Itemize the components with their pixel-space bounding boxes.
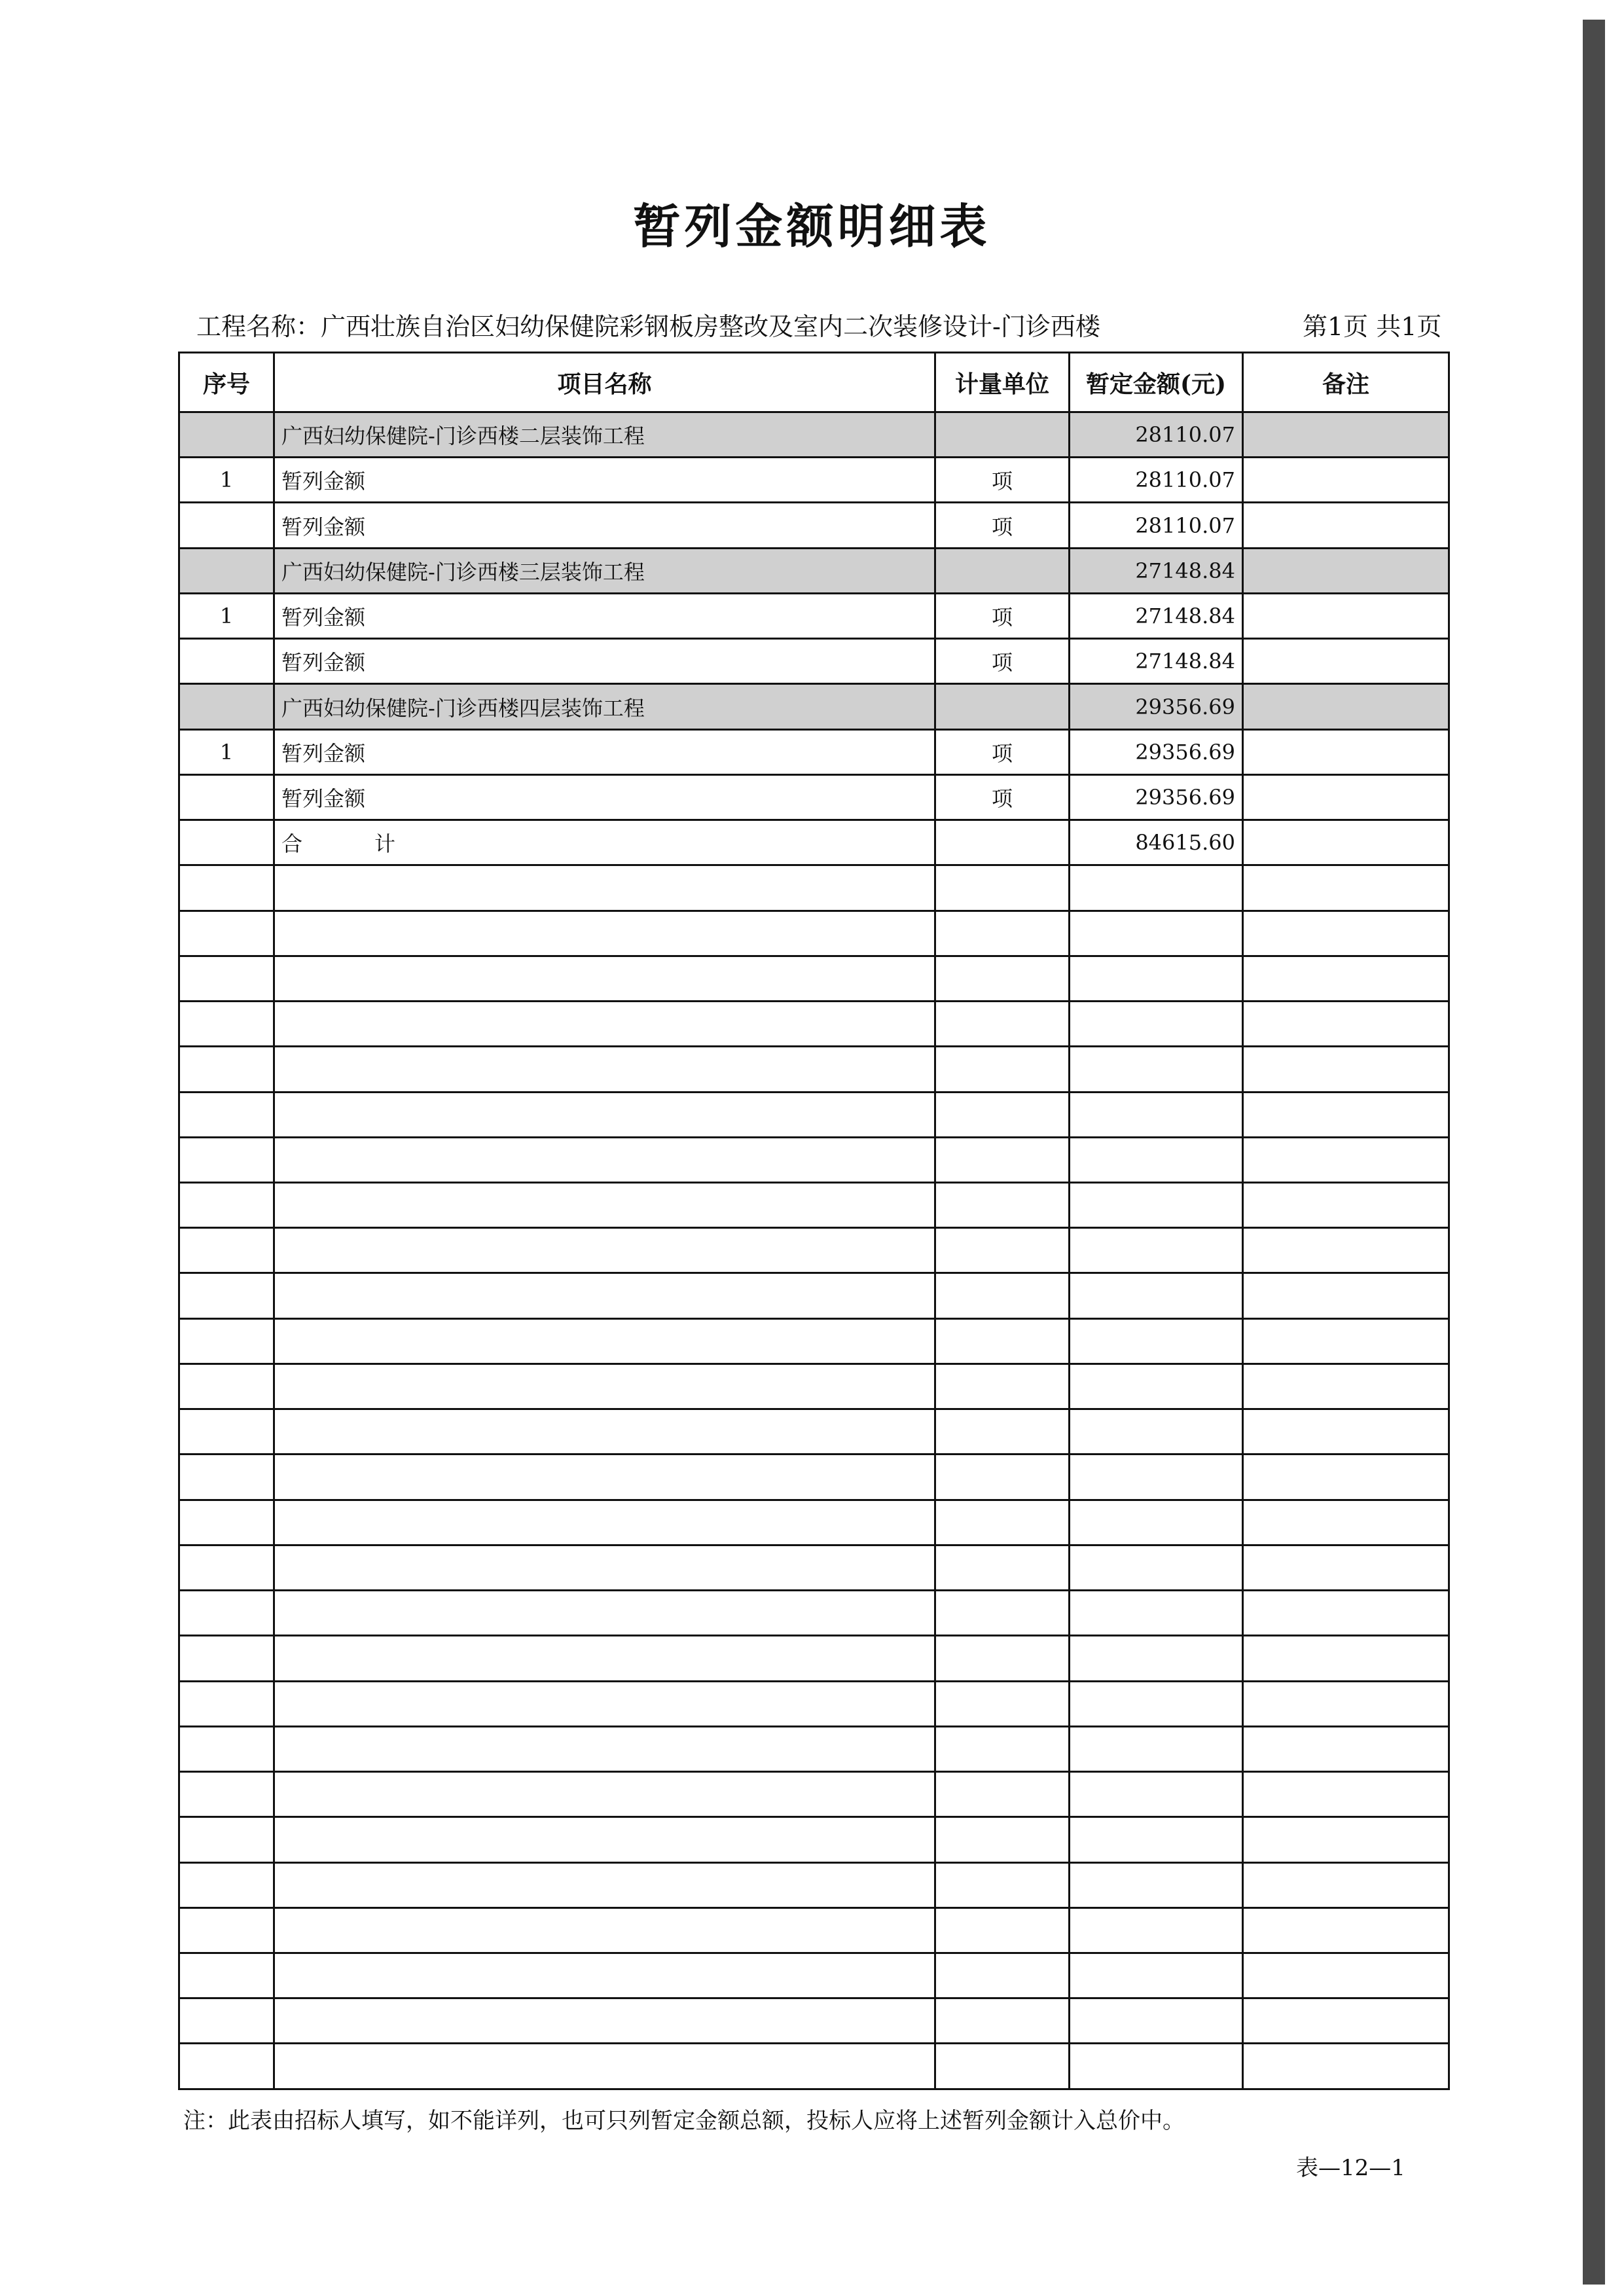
empty-row	[179, 1998, 1449, 2044]
empty-cell	[1070, 1137, 1243, 1182]
empty-row	[179, 1137, 1449, 1182]
empty-row	[179, 956, 1449, 1001]
item-unit: 项	[935, 774, 1070, 820]
empty-cell	[1070, 1591, 1243, 1636]
empty-cell	[935, 1273, 1070, 1318]
empty-cell	[1243, 911, 1449, 956]
empty-cell	[179, 1681, 274, 1726]
empty-cell	[1070, 1228, 1243, 1273]
empty-cell	[179, 1998, 274, 2044]
empty-cell	[1243, 1591, 1449, 1636]
empty-cell	[1070, 1273, 1243, 1318]
empty-row	[179, 2044, 1449, 2089]
header-name: 项目名称	[274, 353, 935, 412]
section-amount: 29356.69	[1070, 684, 1243, 729]
document-title: 暂列金额明细表	[633, 198, 991, 254]
empty-cell	[1243, 1273, 1449, 1318]
empty-cell	[179, 1047, 274, 1092]
empty-cell	[935, 865, 1070, 911]
empty-cell	[935, 1953, 1070, 1998]
empty-cell	[1243, 1318, 1449, 1364]
empty-cell	[179, 1636, 274, 1681]
empty-cell	[274, 1137, 935, 1182]
empty-cell	[274, 1681, 935, 1726]
empty-cell	[1070, 911, 1243, 956]
empty-cell	[935, 1137, 1070, 1182]
empty-cell	[179, 956, 274, 1001]
empty-cell	[935, 1772, 1070, 1817]
empty-cell	[179, 2044, 274, 2089]
item-unit: 项	[935, 458, 1070, 503]
table-row	[179, 639, 1449, 684]
empty-cell	[935, 1228, 1070, 1273]
section-title: 广西妇幼保健院-门诊西楼二层装饰工程	[274, 412, 935, 458]
empty-cell	[274, 911, 935, 956]
empty-cell	[935, 1364, 1070, 1409]
empty-cell	[935, 2044, 1070, 2089]
empty-row	[179, 911, 1449, 956]
empty-cell	[1070, 1500, 1243, 1545]
empty-cell	[935, 1998, 1070, 2044]
empty-cell	[1243, 1002, 1449, 1047]
empty-cell	[935, 1862, 1070, 1907]
empty-cell	[935, 1817, 1070, 1862]
page-indicator: 第1页 共1页	[1303, 312, 1442, 341]
empty-cell	[179, 865, 274, 911]
empty-row	[179, 865, 1449, 911]
empty-cell	[179, 1817, 274, 1862]
section-row	[179, 684, 1449, 729]
empty-row	[179, 1726, 1449, 1771]
empty-cell	[1070, 1772, 1243, 1817]
empty-cell	[1070, 1862, 1243, 1907]
empty-cell	[1243, 956, 1449, 1001]
empty-row	[179, 1047, 1449, 1092]
empty-row	[179, 1273, 1449, 1318]
empty-cell	[1243, 1726, 1449, 1771]
table-row	[179, 458, 1449, 503]
empty-row	[179, 1455, 1449, 1500]
empty-cell	[274, 1591, 935, 1636]
project-name: 工程名称：广西壮族自治区妇幼保健院彩钢板房整改及室内二次装修设计-门诊西楼	[196, 312, 1100, 341]
empty-cell	[1070, 1817, 1243, 1862]
empty-cell	[1070, 1953, 1243, 1998]
empty-row	[179, 1545, 1449, 1590]
empty-cell	[1243, 1364, 1449, 1409]
empty-cell	[1070, 1182, 1243, 1227]
empty-cell	[1243, 1228, 1449, 1273]
empty-cell	[274, 865, 935, 911]
empty-cell	[274, 1455, 935, 1500]
empty-cell	[274, 1726, 935, 1771]
empty-cell	[179, 1228, 274, 1273]
empty-row	[179, 1182, 1449, 1227]
empty-cell	[274, 1862, 935, 1907]
item-amount: 27148.84	[1070, 593, 1243, 638]
header-amount: 暂定金额(元)	[1070, 353, 1243, 412]
empty-row	[179, 1318, 1449, 1364]
empty-cell	[1070, 1047, 1243, 1092]
empty-cell	[1243, 1907, 1449, 1953]
empty-cell	[274, 1953, 935, 1998]
empty-cell	[274, 1409, 935, 1455]
item-remark	[1243, 639, 1449, 684]
section-title: 广西妇幼保健院-门诊西楼四层装饰工程	[274, 684, 935, 729]
empty-cell	[179, 1907, 274, 1953]
empty-row	[179, 1591, 1449, 1636]
empty-cell	[179, 1273, 274, 1318]
empty-cell	[1070, 1364, 1243, 1409]
empty-cell	[179, 1862, 274, 1907]
form-number: 表—12—1	[1296, 2155, 1405, 2181]
empty-cell	[1070, 1318, 1243, 1364]
total-amount: 84615.60	[1070, 820, 1243, 865]
empty-cell	[1070, 1545, 1243, 1590]
empty-cell	[935, 1907, 1070, 1953]
empty-cell	[274, 1817, 935, 1862]
empty-cell	[935, 956, 1070, 1001]
item-seq	[179, 639, 274, 684]
empty-row	[179, 1772, 1449, 1817]
item-seq	[179, 503, 274, 548]
empty-cell	[274, 1182, 935, 1227]
item-remark	[1243, 729, 1449, 774]
item-name: 暂列金额	[274, 639, 935, 684]
item-remark	[1243, 458, 1449, 503]
table-row	[179, 729, 1449, 774]
empty-row	[179, 1953, 1449, 1998]
header-unit: 计量单位	[935, 353, 1070, 412]
empty-cell	[935, 1092, 1070, 1137]
empty-row	[179, 1092, 1449, 1137]
total-label: 合计	[274, 820, 935, 865]
item-amount: 28110.07	[1070, 458, 1243, 503]
total-row	[179, 820, 1449, 865]
empty-cell	[1243, 1953, 1449, 1998]
item-name: 暂列金额	[274, 503, 935, 548]
empty-cell	[1243, 1998, 1449, 2044]
empty-cell	[274, 1002, 935, 1047]
empty-cell	[274, 1772, 935, 1817]
section-amount: 28110.07	[1070, 412, 1243, 458]
empty-row	[179, 1636, 1449, 1681]
section-title: 广西妇幼保健院-门诊西楼三层装饰工程	[274, 548, 935, 593]
empty-row	[179, 1862, 1449, 1907]
header-remark: 备注	[1243, 353, 1449, 412]
table-row	[179, 503, 1449, 548]
empty-cell	[274, 1318, 935, 1364]
header-seq: 序号	[179, 353, 274, 412]
empty-cell	[1243, 1545, 1449, 1590]
item-unit: 项	[935, 639, 1070, 684]
empty-row	[179, 1681, 1449, 1726]
empty-cell	[179, 1953, 274, 1998]
empty-cell	[935, 1409, 1070, 1455]
empty-cell	[179, 1364, 274, 1409]
empty-cell	[274, 1273, 935, 1318]
empty-cell	[1243, 1817, 1449, 1862]
empty-cell	[1243, 865, 1449, 911]
empty-cell	[179, 1092, 274, 1137]
empty-cell	[1070, 1409, 1243, 1455]
empty-cell	[274, 1907, 935, 1953]
empty-cell	[274, 1092, 935, 1137]
empty-row	[179, 1817, 1449, 1862]
empty-cell	[935, 1047, 1070, 1092]
table-row	[179, 593, 1449, 638]
empty-cell	[1243, 1092, 1449, 1137]
item-name: 暂列金额	[274, 458, 935, 503]
empty-cell	[935, 1500, 1070, 1545]
empty-cell	[935, 1455, 1070, 1500]
empty-cell	[1243, 1772, 1449, 1817]
empty-cell	[179, 1455, 274, 1500]
item-amount: 29356.69	[1070, 729, 1243, 774]
empty-cell	[935, 1726, 1070, 1771]
item-name: 暂列金额	[274, 729, 935, 774]
empty-cell	[935, 1681, 1070, 1726]
empty-cell	[1070, 2044, 1243, 2089]
table-row	[179, 774, 1449, 820]
item-amount: 29356.69	[1070, 774, 1243, 820]
empty-cell	[179, 1182, 274, 1227]
empty-cell	[179, 1772, 274, 1817]
item-remark	[1243, 593, 1449, 638]
item-name: 暂列金额	[274, 774, 935, 820]
empty-cell	[1070, 1636, 1243, 1681]
item-seq: 1	[179, 458, 274, 503]
empty-cell	[179, 1591, 274, 1636]
empty-cell	[935, 1636, 1070, 1681]
empty-cell	[1070, 1907, 1243, 1953]
empty-cell	[274, 1228, 935, 1273]
empty-cell	[274, 1500, 935, 1545]
empty-cell	[1243, 1681, 1449, 1726]
empty-cell	[1243, 1636, 1449, 1681]
empty-cell	[1070, 1002, 1243, 1047]
empty-cell	[1070, 1998, 1243, 2044]
empty-cell	[274, 1047, 935, 1092]
empty-cell	[1243, 1862, 1449, 1907]
empty-cell	[935, 1545, 1070, 1590]
item-seq	[179, 774, 274, 820]
item-remark	[1243, 774, 1449, 820]
empty-cell	[1070, 865, 1243, 911]
empty-cell	[1070, 1726, 1243, 1771]
empty-row	[179, 1500, 1449, 1545]
section-row	[179, 548, 1449, 593]
empty-cell	[935, 1591, 1070, 1636]
empty-cell	[1243, 1409, 1449, 1455]
empty-cell	[1070, 1455, 1243, 1500]
scan-edge	[1583, 20, 1605, 2285]
empty-cell	[179, 911, 274, 956]
empty-cell	[935, 1182, 1070, 1227]
empty-cell	[1243, 2044, 1449, 2089]
empty-cell	[1243, 1182, 1449, 1227]
empty-cell	[274, 1998, 935, 2044]
item-unit: 项	[935, 729, 1070, 774]
empty-cell	[935, 1318, 1070, 1364]
empty-cell	[935, 911, 1070, 956]
empty-cell	[274, 956, 935, 1001]
footnote: 注：此表由招标人填写，如不能详列，也可只列暂定金额总额，投标人应将上述暂列金额计入总价中。	[183, 2108, 1185, 2134]
item-remark	[1243, 503, 1449, 548]
table-header-row	[179, 353, 1449, 412]
empty-row	[179, 1907, 1449, 1953]
empty-cell	[935, 1002, 1070, 1047]
empty-cell	[1070, 1092, 1243, 1137]
item-name: 暂列金额	[274, 593, 935, 638]
empty-cell	[274, 1636, 935, 1681]
empty-cell	[179, 1409, 274, 1455]
empty-row	[179, 1228, 1449, 1273]
empty-cell	[1243, 1500, 1449, 1545]
item-amount: 27148.84	[1070, 639, 1243, 684]
empty-cell	[274, 1364, 935, 1409]
empty-cell	[1070, 1681, 1243, 1726]
empty-cell	[274, 2044, 935, 2089]
empty-cell	[179, 1318, 274, 1364]
empty-cell	[179, 1726, 274, 1771]
empty-cell	[274, 1545, 935, 1590]
item-seq: 1	[179, 593, 274, 638]
item-unit: 项	[935, 593, 1070, 638]
empty-row	[179, 1364, 1449, 1409]
empty-cell	[1070, 956, 1243, 1001]
empty-row	[179, 1002, 1449, 1047]
provisional-sum-table	[178, 352, 1450, 2090]
empty-cell	[1243, 1137, 1449, 1182]
empty-cell	[179, 1137, 274, 1182]
item-unit: 项	[935, 503, 1070, 548]
section-row	[179, 412, 1449, 458]
empty-cell	[179, 1002, 274, 1047]
empty-row	[179, 1409, 1449, 1455]
item-seq: 1	[179, 729, 274, 774]
empty-cell	[1243, 1047, 1449, 1092]
section-amount: 27148.84	[1070, 548, 1243, 593]
empty-cell	[179, 1500, 274, 1545]
item-amount: 28110.07	[1070, 503, 1243, 548]
empty-cell	[179, 1545, 274, 1590]
empty-cell	[1243, 1455, 1449, 1500]
